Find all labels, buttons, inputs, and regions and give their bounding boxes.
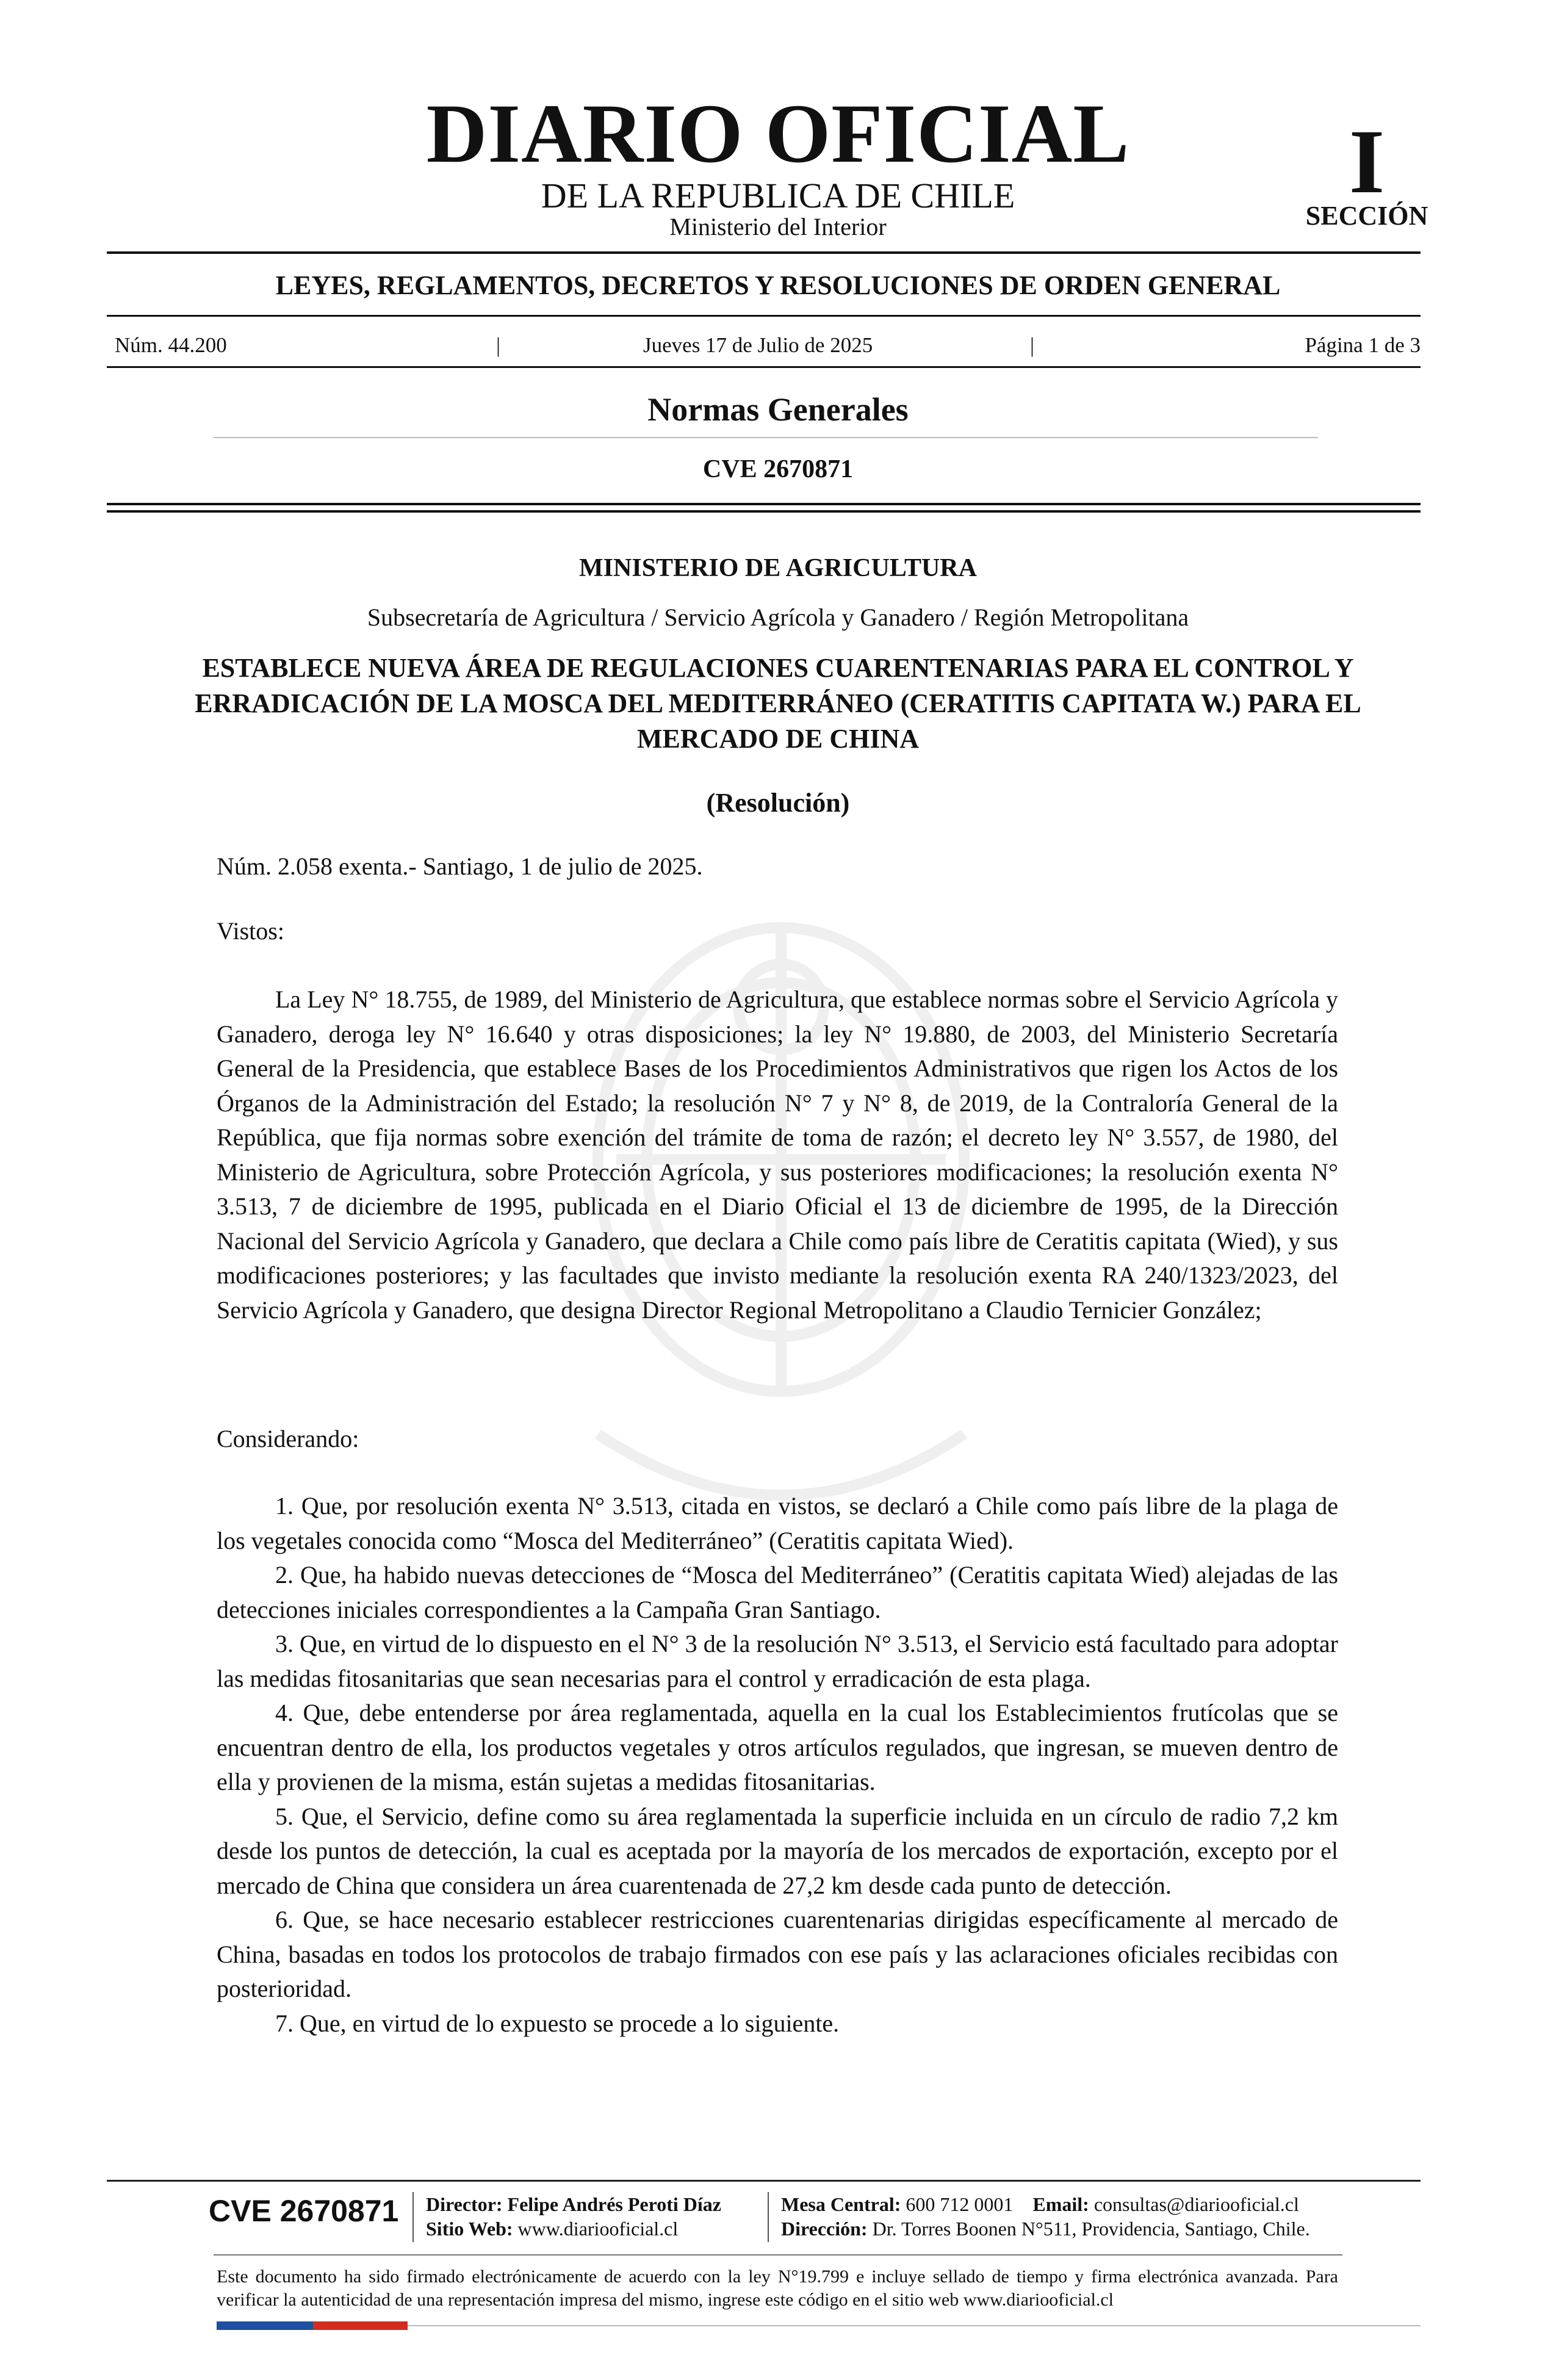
double-rule-top: [107, 503, 1421, 505]
email-link[interactable]: consultas@diariooficial.cl: [1093, 2193, 1299, 2215]
vistos-paragraph: La Ley N° 18.755, de 1989, del Ministerio de Agricultura, que establece normas sobre el Servicio Agrícola y Ganadero, deroga ley N° 16.640 y otras disposiciones; la ley N° 19.880, de 2003, del Ministerio Secretaría General de la Presidencia, que establece Bases de los Procedimientos Administrativos que rigen los Actos de los Órganos de la Administración del Estado; la resolución N° 7 y N° 8, de 2019, de la Contraloría General de la República, que fija normas sobre exención del trámite de toma de razón; el decreto ley N° 3.557, de 1980, del Ministerio de Agricultura, sobre Protección Agrícola, y sus posteriores modificaciones; la resolución exenta N° 3.513, 7 de diciembre de 1995, publicada en el Diario Oficial el 13 de diciembre de 1995, de la Dirección Nacional del Servicio Agrícola y Ganadero, que declara a Chile como país libre de Ceratitis capitata (Wied), y sus modificaciones posteriores; y las facultades que invisto mediante la resolución exenta RA 240/1323/2023, del Servicio Agrícola y Ganadero, que designa Director Regional Metropolitano a Claudio Ternicier González;: [217, 986, 1338, 1324]
section-title-rule: [214, 437, 1318, 438]
email-label: Email:: [1032, 2193, 1089, 2215]
list-item: 5. Que, el Servicio, define como su área reglamentada la superficie incluida en un círculo de radio 7,2 km desde los puntos de detección, la cual es aceptada por la mayoría de los mercados de exportación, excepto por el mercado de China que considera un área cuarentenada de 27,2 km desde cada punto de detección.: [217, 1802, 1338, 1899]
footer-rule: [107, 2180, 1421, 2182]
list-item: 7. Que, en virtud de lo expuesto se procede a lo siguiente.: [275, 2009, 840, 2037]
footer-director-block: [426, 2192, 721, 2241]
issue-row: [115, 333, 1421, 361]
resolution-number: Núm. 2.058 exenta.- Santiago, 1 de julio de 2025.: [217, 853, 703, 880]
list-item: 2. Que, ha habido nuevas detecciones de “Mosca del Mediterráneo” (Ceratitis capitata Wied) alejadas de las detecciones iniciales correspondientes a la Campaña Gran Santiago.: [217, 1561, 1338, 1623]
mesa-label: Mesa Central:: [781, 2193, 901, 2215]
list-item: 6. Que, se hace necesario establecer restricciones cuarentenarias dirigidas específicamente al mercado de China, basadas en todos los protocolos de trabajo firmados con ese país y las aclaraciones oficiales recibidas con posterioridad.: [217, 1906, 1338, 2002]
masthead-rule: [107, 251, 1421, 254]
issue-page: Página 1 de 3: [1305, 333, 1421, 357]
section-title: Normas Generales: [647, 391, 909, 428]
double-rule-bottom: [107, 510, 1421, 513]
site-link[interactable]: www.diariooficial.cl: [517, 2218, 679, 2240]
issue-separator-2: |: [1030, 333, 1035, 357]
flag-bar-red: [313, 2321, 408, 2330]
list-item: 4. Que, debe entenderse por área reglamentada, aquella en la cual los Establecimientos frutícolas que se encuentran dentro de ella, los productos vegetales y otros artículos regulados, que ingresan, se mueven dentro de ella y provienen de la misma, están sujetas a medidas fitosanitarias.: [217, 1699, 1338, 1795]
considerando-list: [217, 1489, 1338, 2041]
list-item: 3. Que, en virtud de lo dispuesto en el N° 3 de la resolución N° 3.513, el Servicio está facultado para adoptar las medidas fitosanitarias que sean necesarias para el control y erradicación de esta plaga.: [217, 1630, 1338, 1692]
issue-separator: |: [496, 333, 501, 357]
masthead-title: DIARIO OFICIAL: [426, 87, 1130, 180]
considerando-label: Considerando:: [217, 1425, 359, 1452]
subheader: LEYES, REGLAMENTOS, DECRETOS Y RESOLUCIONES DE ORDEN GENERAL: [275, 270, 1281, 300]
mesa-phone: 600 712 0001: [906, 2193, 1014, 2215]
issue-number: Núm. 44.200: [115, 333, 227, 357]
document-subsecretaria: Subsecretaría de Agricultura / Servicio Agrícola y Ganadero / Región Metropolitana: [367, 604, 1189, 631]
document-title: ESTABLECE NUEVA ÁREA DE REGULACIONES CUARENTENARIAS PARA EL CONTROL Y ERRADICACIÓN DE LA MOSCA DEL MEDITERRÁNEO (CERATITIS CAPITATA W.) PARA EL MERCADO DE CHINA: [195, 653, 1361, 754]
footer-separator-2: [768, 2192, 769, 2242]
masthead-subtitle: DE LA REPUBLICA DE CHILE: [541, 176, 1015, 215]
address: Dr. Torres Boonen N°511, Providencia, Santiago, Chile.: [872, 2218, 1310, 2240]
list-item: 1. Que, por resolución exenta N° 3.513, citada en vistos, se declaró a Chile como país libre de la plaga de los vegetales conocida como “Mosca del Mediterráneo” (Ceratitis capitata Wied).: [217, 1492, 1338, 1554]
director-label: Director:: [426, 2193, 503, 2215]
issue-date: Jueves 17 de Julio de 2025: [643, 333, 873, 357]
document-type: (Resolución): [706, 788, 850, 818]
issue-rule: [107, 366, 1421, 368]
footer-cve-code: CVE 2670871: [209, 2194, 399, 2228]
footer-contact-block: [781, 2192, 1310, 2241]
section-label: SECCIÓN: [1305, 201, 1428, 231]
director-name: Felipe Andrés Peroti Díaz: [507, 2193, 721, 2215]
footer-separator: [412, 2192, 414, 2242]
vistos-label: Vistos:: [217, 917, 284, 945]
subheader-rule: [107, 315, 1421, 317]
masthead-ministry: Ministerio del Interior: [669, 213, 887, 240]
site-label: Sitio Web:: [426, 2218, 513, 2240]
footer-inner-rule: [214, 2254, 1342, 2256]
footer-note: Este documento ha sido firmado electrónicamente de acuerdo con la ley N°19.799 e incluye sellado de tiempo y firma electrónica avanzada. Para verificar la autenticidad de una representación impresa del mismo, ingrese este código en el sitio web www.diariooficial.cl: [217, 2266, 1338, 2310]
flag-bar-line: [408, 2325, 1421, 2326]
section-number: I: [1349, 111, 1385, 212]
document-ministry: MINISTERIO DE AGRICULTURA: [579, 554, 977, 582]
flag-bar-blue: [217, 2321, 313, 2330]
address-label: Dirección:: [781, 2218, 868, 2240]
cve-code: CVE 2670871: [702, 455, 854, 483]
